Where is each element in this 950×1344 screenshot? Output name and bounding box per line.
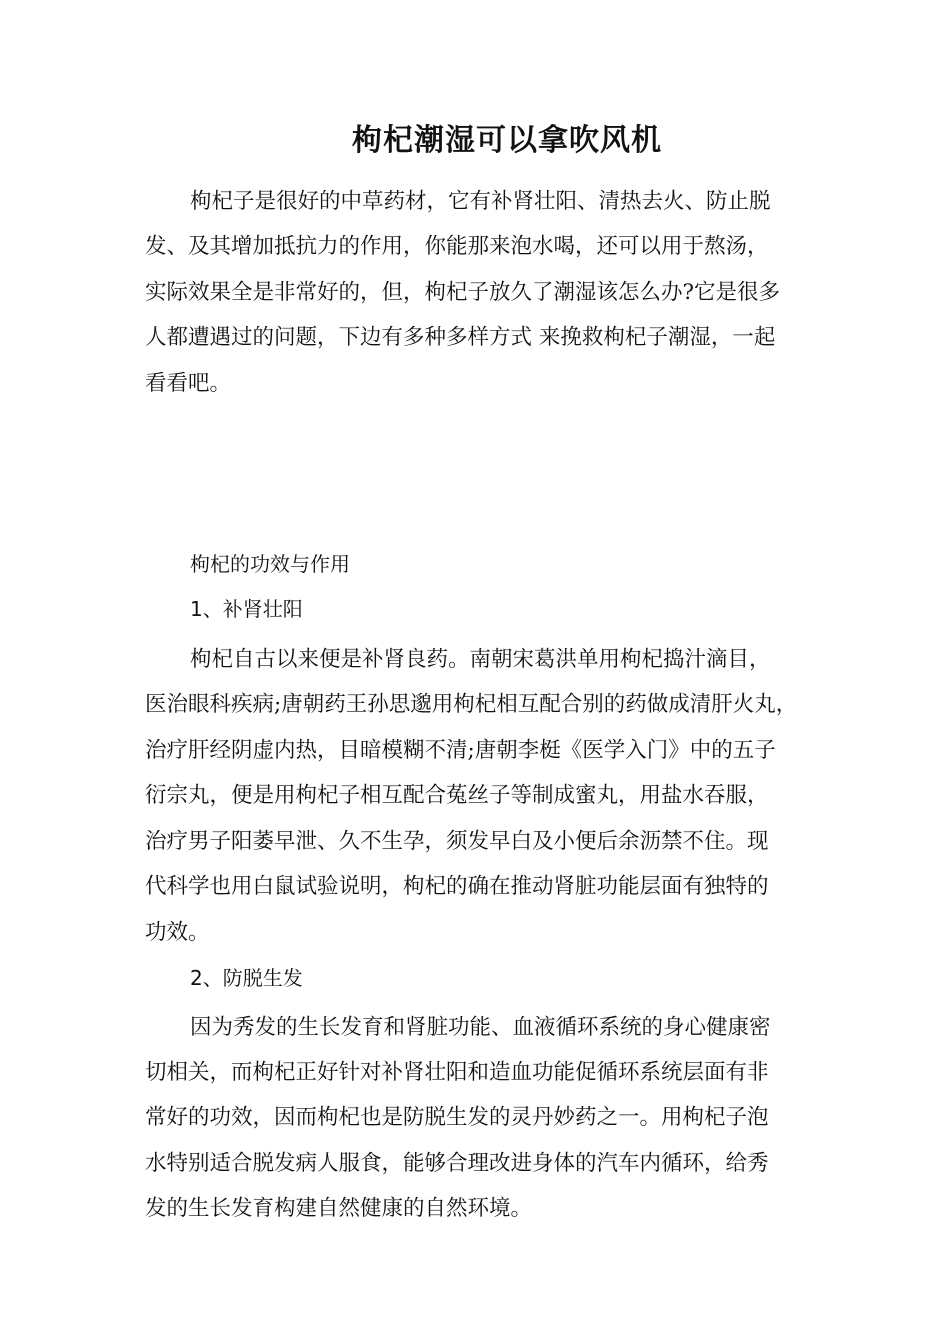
intro-line: 看看吧。 [145, 371, 232, 396]
intro-line: 枸杞子是很好的中草药材，它有补肾壮阳、清热去火、防止脱 [190, 189, 771, 214]
item-heading: 1、补肾壮阳 [190, 597, 303, 621]
body-line: 治疗肝经阴虚内热，目暗模糊不清;唐朝李梃《医学入门》中的五子 [145, 738, 776, 763]
intro-line: 发、及其增加抵抗力的作用，你能那来泡水喝，还可以用于熬汤， [145, 234, 769, 259]
body-line: 衍宗丸，便是用枸杞子相互配合菟丝子等制成蜜丸，用盐水吞服， [145, 783, 769, 808]
body-line: 代科学也用白鼠试验说明，枸杞的确在推动肾脏功能层面有独特的 [145, 874, 769, 899]
body-line: 水特别适合脱发病人服食，能够合理改进身体的汽车内循环，给秀 [145, 1151, 769, 1176]
document-title: 枸杞潮湿可以拿吹风机 [352, 123, 662, 158]
body-line: 切相关，而枸杞正好针对补肾壮阳和造血功能促循环系统层面有非 [145, 1060, 769, 1085]
body-line: 医治眼科疾病;唐朝药王孙思邈用枸杞相互配合别的药做成清肝火丸， [145, 692, 798, 717]
body-line: 常好的功效，因而枸杞也是防脱生发的灵丹妙药之一。用枸杞子泡 [145, 1105, 769, 1130]
body-line: 因为秀发的生长发育和肾脏功能、血液循环系统的身心健康密 [190, 1015, 771, 1040]
body-line: 功效。 [145, 920, 210, 945]
intro-line: 人都遭遇过的问题，下边有多种多样方式 来挽救枸杞子潮湿，一起 [145, 325, 776, 350]
section-heading: 枸杞的功效与作用 [190, 552, 350, 576]
body-line: 治疗男子阳萎早泄、久不生孕，须发早白及小便后余沥禁不住。现 [145, 829, 769, 854]
body-line: 发的生长发育构建自然健康的自然环境。 [145, 1196, 533, 1221]
item-heading: 2、防脱生发 [190, 966, 303, 990]
body-line: 枸杞自古以来便是补肾良药。南朝宋葛洪单用枸杞捣汁滴目， [190, 647, 771, 672]
intro-line: 实际效果全是非常好的，但，枸杞子放久了潮湿该怎么办?它是很多 [145, 280, 781, 305]
